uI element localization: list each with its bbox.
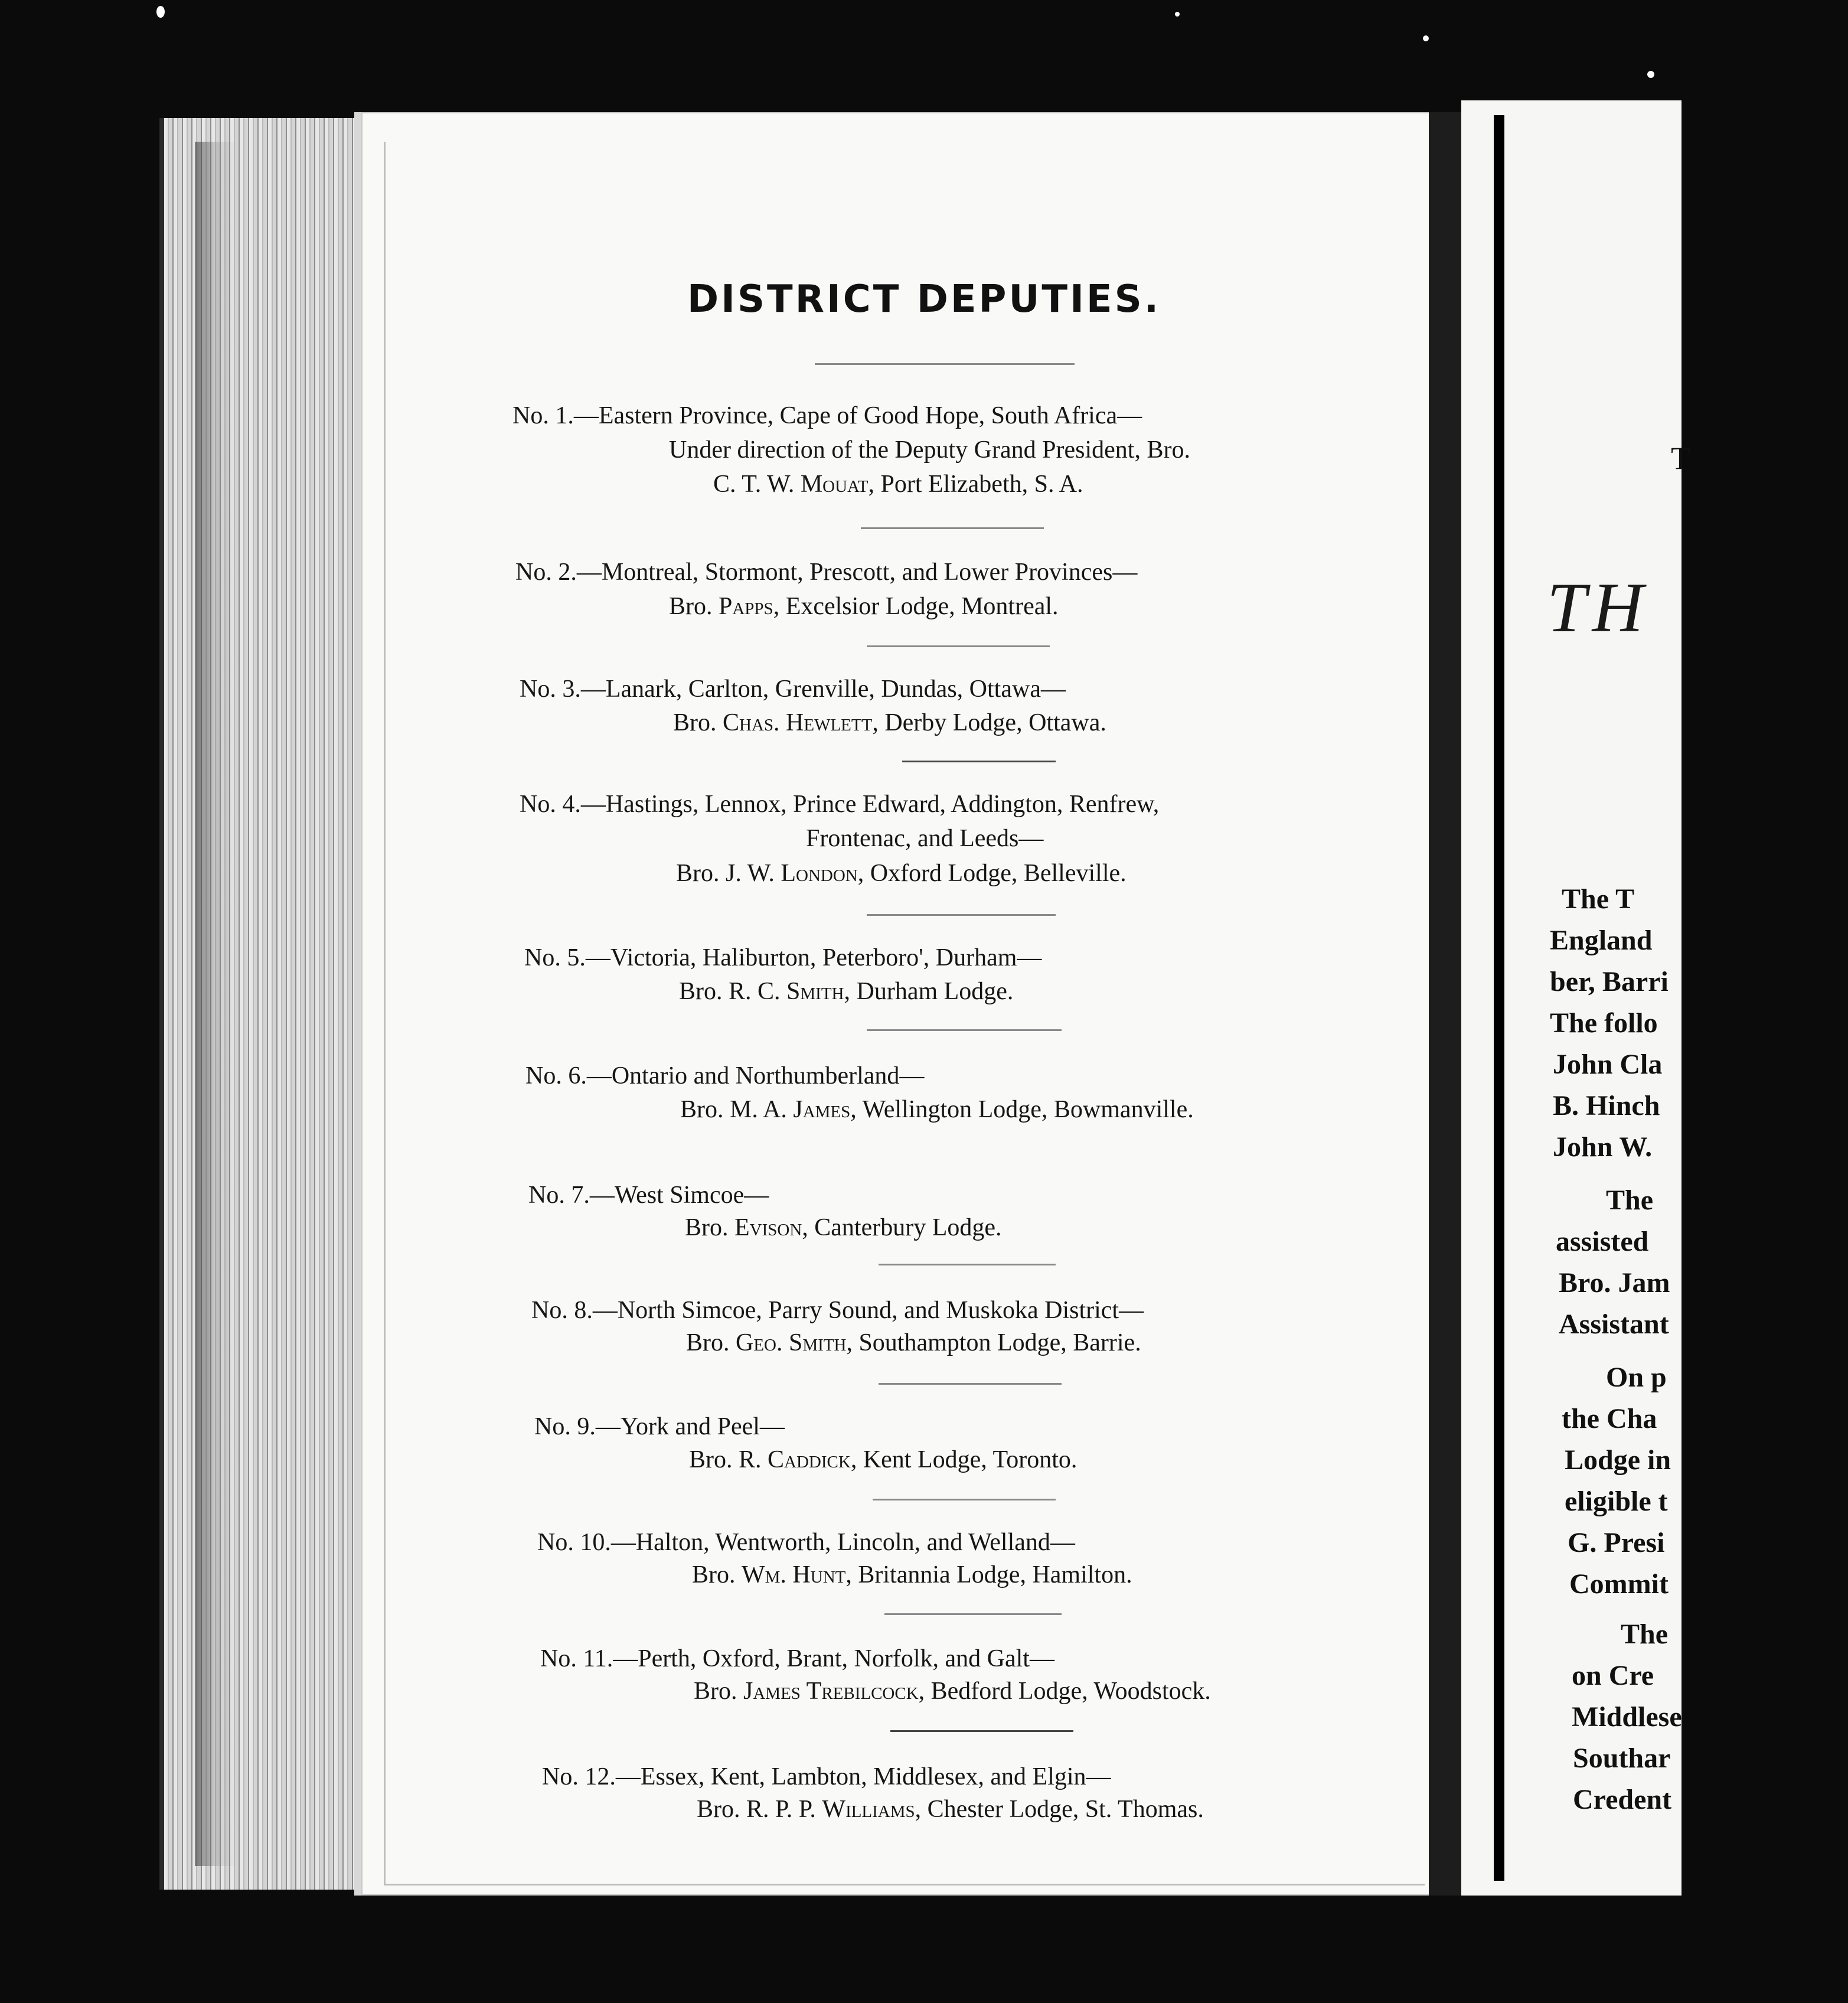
entry-4-line-1: No. 4.—Hastings, Lennox, Prince Edward, Addington, Renfrew, <box>520 791 1160 818</box>
entry-6-line-2: Bro. M. A. James, Wellington Lodge, Bowmanville. <box>680 1096 1194 1123</box>
deputy-name: Williams <box>822 1796 915 1823</box>
right-page-line: The follo <box>1550 1007 1658 1039</box>
entry-1-line-2: Under direction of the Deputy Grand President, Bro. <box>669 436 1190 464</box>
page-title: DISTRICT DEPUTIES. <box>687 278 1161 321</box>
right-page-letter: T <box>1671 441 1690 476</box>
divider <box>884 1613 1062 1615</box>
right-page-line: G. Presi <box>1568 1527 1665 1558</box>
deputy-name: London <box>781 860 858 887</box>
entry-5-line-2: Bro. R. C. Smith, Durham Lodge. <box>679 978 1014 1005</box>
book-gutter <box>1429 112 1461 1896</box>
right-page-line: The <box>1606 1185 1654 1216</box>
dust-speck <box>1423 35 1429 41</box>
entry-5-line-1: No. 5.—Victoria, Haliburton, Peterboro', Durham— <box>524 944 1042 971</box>
entry-8-line-1: No. 8.—North Simcoe, Parry Sound, and Muskoka District— <box>531 1297 1144 1324</box>
entry-7-line-2: Bro. Evison, Canterbury Lodge. <box>685 1214 1002 1241</box>
entry-4-line-3: Bro. J. W. London, Oxford Lodge, Belleville. <box>676 860 1127 887</box>
divider <box>867 645 1050 647</box>
entry-2-line-2: Bro. Papps, Excelsior Lodge, Montreal. <box>669 593 1059 620</box>
entry-11-line-2: Bro. James Trebilcock, Bedford Lodge, Woodstock. <box>694 1678 1211 1705</box>
right-page-line: Middlese <box>1572 1701 1682 1733</box>
entry-2-line-1: No. 2.—Montreal, Stormont, Prescott, and Lower Provinces— <box>515 559 1138 586</box>
right-page-line: John Cla <box>1553 1049 1663 1080</box>
right-page-line: Lodge in <box>1565 1444 1671 1476</box>
divider <box>867 914 1056 916</box>
right-page-line: Commit <box>1569 1568 1669 1600</box>
right-page-line: Assistant <box>1559 1309 1669 1340</box>
entry-9-line-2: Bro. R. Caddick, Kent Lodge, Toronto. <box>689 1446 1078 1473</box>
deputy-name: Caddick <box>768 1446 851 1473</box>
deputy-name: Smith <box>786 978 844 1005</box>
right-page-heading-fragment: TH <box>1547 568 1650 647</box>
divider <box>879 1264 1056 1265</box>
right-page-line: The T <box>1562 883 1635 915</box>
entry-9-line-1: No. 9.—York and Peel— <box>534 1413 785 1440</box>
divider <box>867 1029 1062 1031</box>
divider <box>902 761 1056 762</box>
divider <box>815 363 1075 365</box>
right-page-line: The <box>1621 1619 1669 1650</box>
right-page-line: Southar <box>1573 1743 1671 1774</box>
entry-6-line-1: No. 6.—Ontario and Northumberland— <box>525 1062 925 1089</box>
divider <box>873 1499 1056 1500</box>
deputy-name: James <box>793 1096 851 1123</box>
deputy-name: Geo. Smith <box>736 1329 847 1356</box>
entry-3-line-2: Bro. Chas. Hewlett, Derby Lodge, Ottawa. <box>673 709 1106 736</box>
deputy-name: Papps <box>719 593 773 620</box>
right-page-line: B. Hinch <box>1553 1090 1660 1121</box>
entry-10-line-1: No. 10.—Halton, Wentworth, Lincoln, and Welland— <box>537 1529 1075 1556</box>
entry-4-line-2: Frontenac, and Leeds— <box>806 825 1044 852</box>
deputy-name: James Trebilcock <box>743 1678 919 1705</box>
entry-11-line-1: No. 11.—Perth, Oxford, Brant, Norfolk, and Galt— <box>540 1645 1054 1672</box>
entry-12-line-2: Bro. R. P. P. Williams, Chester Lodge, St. Thomas. <box>697 1796 1204 1823</box>
page-edge-shadow <box>195 142 236 1866</box>
entry-1-line-3: C. T. W. Mouat, Port Elizabeth, S. A. <box>713 471 1083 498</box>
right-page-line: Bro. Jam <box>1559 1267 1670 1299</box>
deputy-name: Chas. Hewlett <box>723 709 873 736</box>
right-page-line: eligible t <box>1565 1486 1668 1517</box>
divider <box>890 1730 1073 1732</box>
right-page-line: assisted <box>1556 1226 1649 1257</box>
right-page-line: on Cre <box>1572 1660 1654 1691</box>
dust-speck <box>1175 12 1180 17</box>
deputy-name: Evison <box>734 1214 802 1241</box>
right-page-line: ber, Barri <box>1550 966 1669 997</box>
dust-speck <box>1647 71 1654 78</box>
dust-speck <box>156 6 165 18</box>
entry-1-line-1: No. 1.—Eastern Province, Cape of Good Hope, South Africa— <box>512 402 1142 429</box>
divider <box>861 527 1044 529</box>
gutter-strip <box>1494 115 1504 1881</box>
entry-12-line-1: No. 12.—Essex, Kent, Lambton, Middlesex, and Elgin— <box>542 1763 1111 1790</box>
right-page-line: England <box>1550 925 1653 956</box>
right-page-line: John W. <box>1553 1131 1653 1163</box>
book-page-edges <box>159 118 365 1890</box>
deputy-name: Mouat <box>800 471 869 498</box>
right-page-line: Credent <box>1573 1784 1672 1815</box>
right-page-line: On p <box>1606 1362 1667 1393</box>
divider <box>879 1383 1062 1385</box>
entry-10-line-2: Bro. Wm. Hunt, Britannia Lodge, Hamilton. <box>692 1561 1132 1588</box>
entry-3-line-1: No. 3.—Lanark, Carlton, Grenville, Dundas, Ottawa— <box>520 676 1066 703</box>
deputy-name: Wm. Hunt <box>742 1561 846 1588</box>
entry-8-line-2: Bro. Geo. Smith, Southampton Lodge, Barrie. <box>686 1329 1141 1356</box>
right-page-line: the Cha <box>1562 1403 1657 1434</box>
entry-7-line-1: No. 7.—West Simcoe— <box>528 1182 769 1209</box>
